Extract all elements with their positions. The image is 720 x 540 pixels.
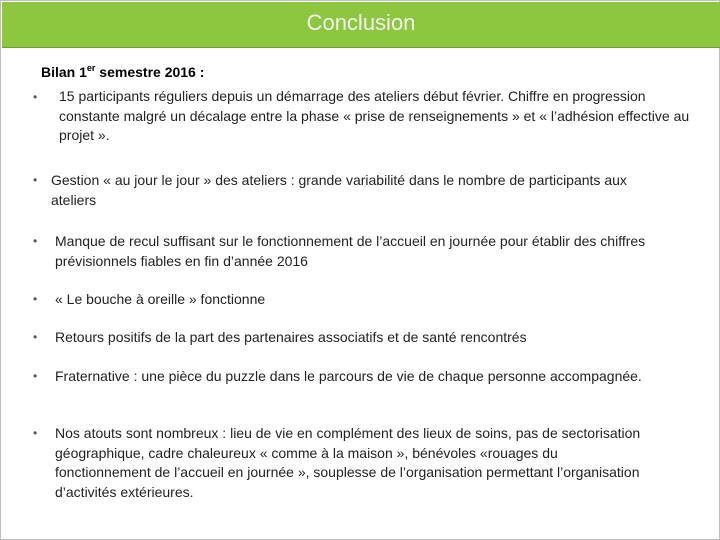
title-bar [2,2,720,48]
section-heading-suffix: semestre 2016 : [95,64,205,80]
bullet-icon: • [33,292,38,306]
bullet-item: Manque de recul suffisant sur le fonctionnement de l’accueil en journée pour établir des chiffres prévisionnels fiables en fin d’année 2016 [55,233,646,269]
section-heading-prefix: Bilan 1 [41,64,87,80]
bullet-icon: • [33,426,38,440]
bullet-icon: • [33,90,38,104]
bullet-icon: • [33,234,38,248]
bullet-icon: • [33,330,38,344]
slide-title: Conclusion [306,10,416,35]
section-heading [41,63,204,80]
bullet-item: « Le bouche à oreille » fonctionne [55,291,266,307]
bullet-item: Retours positifs de la part des partenaires associatifs et de santé rencontrés [55,329,527,345]
bullet-icon: • [33,173,38,187]
section-heading-sup: er [86,63,96,73]
bullet-item: Fraternative : une pièce du puzzle dans le parcours de vie de chaque personne accompagnée. [55,368,642,384]
bullet-item: 15 participants réguliers depuis un démarrage des ateliers début février. Chiffre en progression constante malgré un décalage entre la phase « prise de renseignements » et « l’adhésion effective au projet ». [59,88,690,143]
bullet-item: Nos atouts sont nombreux : lieu de vie en complément des lieux de soins, pas de sectorisation géographique, cadre chaleureux « comme à la maison », bénévoles «rouages du fonctionnement de l’accueil en journée », souplesse de l’organisation permettant l’organisation d’activités extérieures. [55,425,641,500]
bullet-item: Gestion « au jour le jour » des ateliers : grande variabilité dans le nombre de participants aux ateliers [51,172,627,208]
bullet-icon: • [33,369,38,383]
